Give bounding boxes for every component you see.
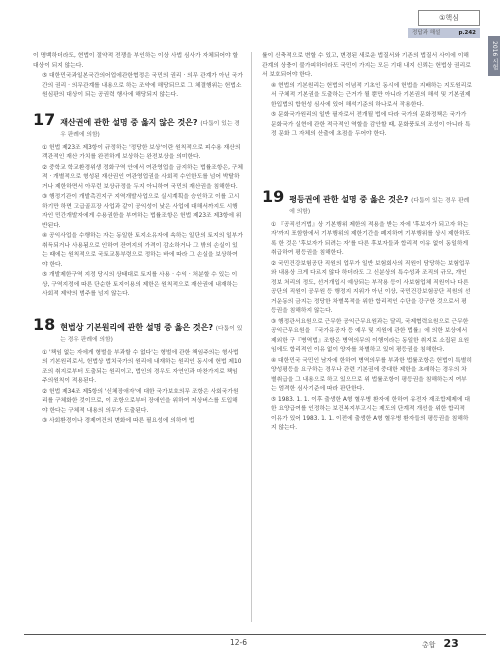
continued-text: 이 명백하더라도, 현법이 절약적 전쟁을 부인하는 이상 사법 심사가 자체되어야 할 대상이 되지 않는다. <box>33 53 239 69</box>
left-column <box>33 52 243 428</box>
question-title: 평등권에 관한 설명 중 옳은 것은? <box>289 194 409 204</box>
option-item: ② 국민건강보험공단 직원의 업무가 일반 보험회사의 직원이 담당하는 보험업무와 내용상 크게 다르지 않다 하더라도 그 신분상의 특수성과 조직의 규모, 개인정보 처리의 정도, 선거개입시 예상되는 부작용 등이 사보험업체 직원이나 다른 공단의 직원이 공무원 등 행정지 지위가 아닌 이상, 국민건강보험공단 직원의 선거운동의 금지는 정당한 차별목적을 위한 합리적인 수단을 강구한 것으로서 평등권을 침해하지 않는다. <box>271 260 471 314</box>
question-number: 19 <box>262 186 285 206</box>
option-item: ② 헌법 제34조 제5항의 '신체장애자'에 대한 국가보호의무 조항은 사회국가원리를 구체화한 것이므로, 이 조항으로부터 장애인을 위하여 저상버스를 도입해야 한다는 구체적 내용의 의무가 도출된다. <box>42 388 239 414</box>
option-item: ⑤ 대한민국과일본국간의어업에관한협정은 국민의 권리 · 의무 관계가 아닌 국가간의 권리 · 의무관계를 내용으로 하는 조약에 해당되므로 그 체결행위는 헌법소원심판의 대상이 되는 공권력 행사에 해당되지 않는다. <box>42 73 243 98</box>
option-item: ② 중학교 학교환경위생 정화구역 안에서 여관영업을 금지하는 법률조항은, 구체적 · 개별적으로 형성된 재산권인 여관영업권을 사회적 수인한도를 넘어 박탈하거나 제한하면서 아무런 보상규정을 두지 아니하여 국민의 재산권을 침해한다. <box>42 164 243 190</box>
question-note: (다툼이 있는 경우 판례에 의함) <box>289 197 470 215</box>
question-number: 18 <box>33 314 56 334</box>
question-text <box>289 195 472 217</box>
answer-reference-page: p.242 <box>458 30 476 36</box>
option-item: ① 『공직선거법』상 기본행위 제한의 적용을 받는 자에 '후보자가 되고자 하는 자'까지 포함함에서 기부행위의 제한기간을 폐지하여 기부행위를 상시 제한하도록 한 것은 '후보자가 되려는 자'를 다른 후보자들과 합리적 이유 없이 동일하게 취급하여 평등권을 침해한다. <box>271 221 471 256</box>
option-item: ④ 대한민국 국민인 남자에 한하여 병역의무를 부과한 법률조항은 헌법이 특별히 양성평등을 요구하는 경우나 관련 기본권에 중대한 제한을 초래하는 경우의 차별취급을 그 내용으로 하고 있으므로 위 법률조항이 평등권을 침해하는지 여부는 엄격한 심사기준에 따라 판단한다. <box>271 357 472 392</box>
question-text <box>60 118 243 140</box>
question-title: 재산권에 관한 설명 중 옳지 않은 것은? <box>60 117 198 127</box>
question-18-header <box>33 316 243 345</box>
answer-reference-label: 정답과 해설 <box>412 30 441 36</box>
right-column <box>262 52 472 435</box>
option-item: ④ 공익사업을 수행하는 자는 동일한 토지소유자에 속하는 일단의 토지의 일부가 취득되거나 사용됨으로 인하여 잔여지의 가격이 감소하거나 그 밖의 손실이 있는 때에는 원칙적으로 국토교통부령으로 정하는 바에 따라 그 손실을 보상하여야 한다. <box>42 233 243 268</box>
option-item: ③ 행정기관이 개발촉진지구 지역개발사업으로 실시계획을 승인하고 이를 고시하기만 하면 고급골프장 사업과 같이 공익성이 낮은 사업에 대해서까지도 시행자인 민간개발자에게 수용권한을 부여하는 법률조항은 헌법 제23조 제3항에 위반된다. <box>42 194 242 229</box>
side-tab: 2016 시험 <box>488 36 500 76</box>
answer-box: ①핵심 <box>418 10 480 26</box>
question-text <box>60 323 243 345</box>
option-item: ⑤ 1983. 1. 1. 이후 출생한 A형 혈우병 환자에 한하여 유전자 재조합제제에 대한 요양급여를 인정하는 보건복지부고시는 제도의 단계적 개선을 위한 합리적 이유가 있어 1983. 1. 1. 이전에 출생한 A형 혈우병 환자들의 평등권을 침해하지 않는다. <box>271 396 470 431</box>
column-divider <box>251 52 252 622</box>
option-item: ① 헌법 제23조 제3항이 규정하는 '정당한 보상'이란 원칙적으로 피수용 재산의 객관적인 재산 가치를 완전하게 보상하는 완전보상을 의미한다. <box>42 144 241 160</box>
page-number: 23 <box>443 637 459 650</box>
page-code: 12-6 <box>230 638 248 647</box>
question-title: 현법상 기본원리에 관한 설명 중 옳은 것은? <box>60 322 213 332</box>
option-item: ④ 현법의 기본원리는 헌법의 이념적 기초인 동시에 헌법을 지배하는 지도원리로서 구체적 기본권을 도출하는 근거가 될 뿐만 아니라 기본권의 해석 및 기본권제한입법의 합헌성 심사에 있어 해석기준의 하나로서 작용한다. <box>271 82 472 108</box>
option-item: ③ 행정관서요원으로 근무한 공익근무요원과는 달리, 국제협력요원으로 근무한 공익근무요원을 『국가유공자 등 예우 및 지원에 관한 법률』에 의한 보상에서 제외한 구『병역법』조항은 병역의무의 이행이라는 동일한 취지로 소집된 요원임에도 합리적인 이유 없이 양자를 차별하고 있어 평등권을 침해한다. <box>271 318 470 353</box>
answer-reference-bar <box>408 28 480 38</box>
continued-text: 률이 신축적으로 변할 수 있고, 변경된 새로운 법질서와 기존의 법질서 사이에 이해관계의 상충이 불가피하더라도 국민이 가지는 모든 기대 내지 신뢰는 헌법상 권리로서 보호되어야 한다. <box>262 53 471 78</box>
footer-page <box>422 637 459 650</box>
question-number: 17 <box>33 109 56 129</box>
question-17-header <box>33 111 243 140</box>
footer-rule <box>24 634 486 635</box>
question-note: (다툼이 있는 경우 판례에 의함) <box>60 325 243 343</box>
question-note: (다툼이 있는 경우 판례에 의함) <box>60 120 240 138</box>
footer-label: 총합 <box>422 641 436 649</box>
option-item: ① '책임 없는 자에게 형벌을 부과할 수 없다'는 형벌에 관한 책임주의는 형사법의 기본원리로서, 헌법상 법치국가의 원리에 내재하는 원리인 동시에 헌법 제10조의 취지로부터 도출되는 원리이고, 법인의 경우도 자연인과 마찬가지로 책임주의원칙이 적용된다. <box>42 349 242 384</box>
question-19-header <box>262 188 472 217</box>
option-item: ③ 사회환경이나 경제여건의 변화에 따른 필요성에 의하여 법 <box>42 418 195 424</box>
option-item: ⑤ 문화국가원리의 일반 필자로서 전개될 법에 다라 국가의 문화정책은 국가가 문화국가 실현에 관한 적극적인 역할을 감안할 때, 문화풍토의 조성이 아니라 특정 문화 그 자체의 산출에 초점을 두어야 한다. <box>271 112 471 137</box>
option-item: ⑤ 개발제한구역 지정 당시의 상태대로 토지를 사용 · 수익 · 처분할 수 있는 이상, 구역지정에 따른 단순한 토지이용의 제한은 원칙적으로 재산권에 내재하는 사회적 제약의 범주를 넘지 않는다. <box>42 272 238 297</box>
